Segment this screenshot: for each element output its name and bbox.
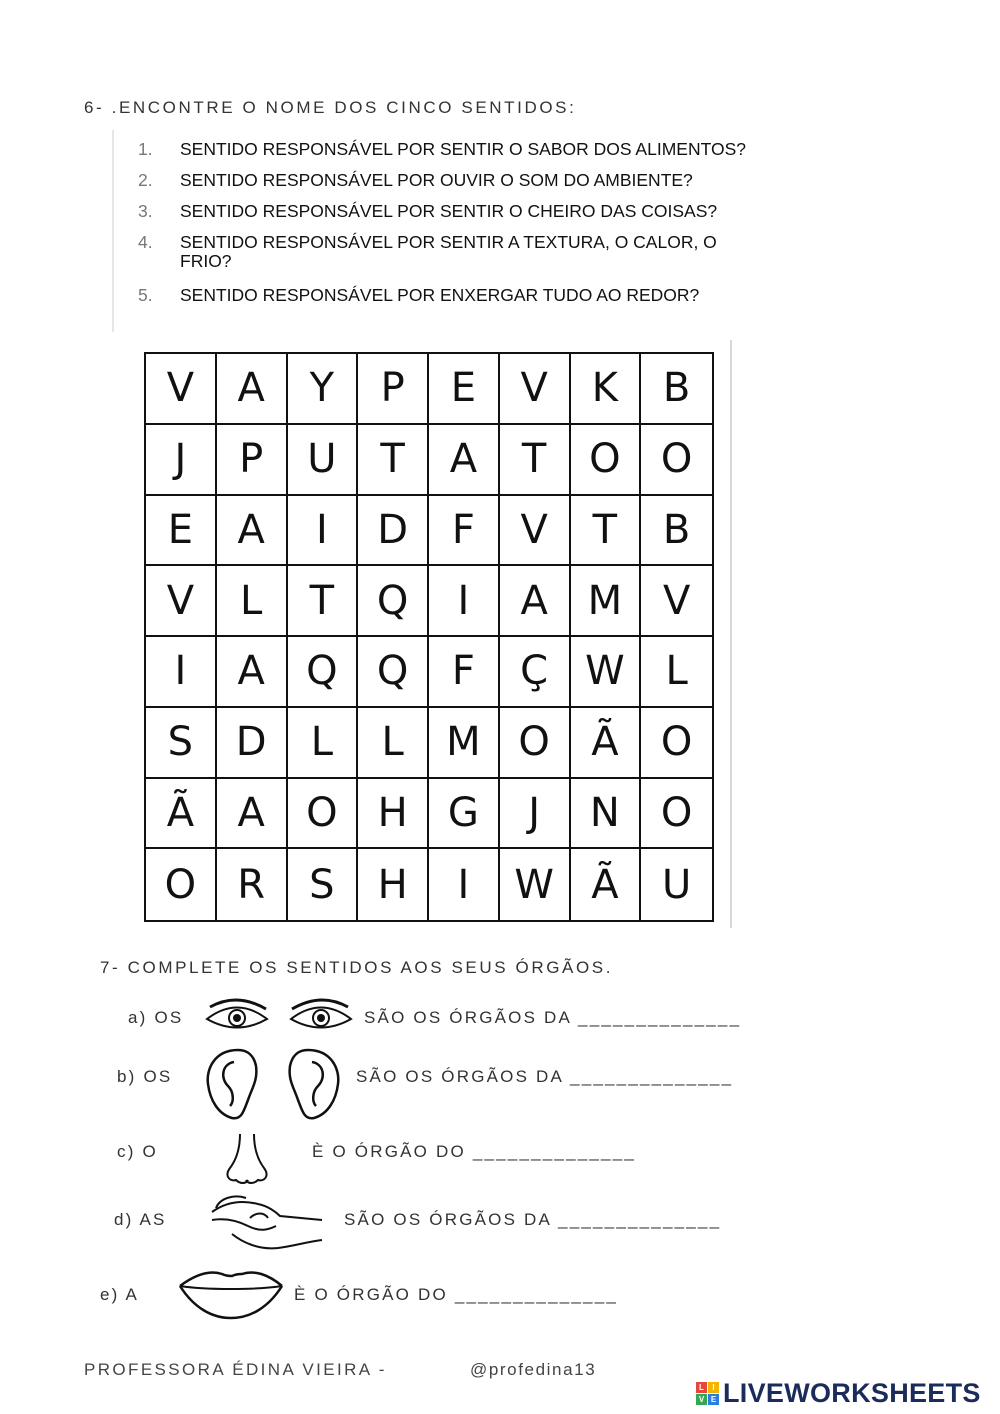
list-item bbox=[138, 233, 788, 271]
list-divider bbox=[112, 130, 114, 332]
grid-cell: Q bbox=[358, 637, 429, 708]
ears-icon bbox=[204, 1044, 344, 1124]
grid-cell: A bbox=[217, 354, 288, 425]
list-item-text: SENTIDO RESPONSÁVEL POR SENTIR O SABOR DOS ALIMENTOS? bbox=[180, 139, 746, 159]
author-handle: @profedina13 bbox=[470, 1360, 597, 1379]
logo-block: I bbox=[708, 1382, 719, 1393]
logo-block: V bbox=[696, 1394, 707, 1405]
row-d-label: d) AS bbox=[114, 1210, 167, 1229]
grid-cell: O bbox=[288, 779, 359, 850]
grid-cell: V bbox=[500, 496, 571, 567]
row-c-label: c) O bbox=[117, 1142, 158, 1161]
grid-cell: O bbox=[571, 425, 642, 496]
grid-cell: P bbox=[217, 425, 288, 496]
grid-cell: T bbox=[358, 425, 429, 496]
list-item-number: 3. bbox=[138, 201, 153, 221]
word-search-grid bbox=[144, 352, 714, 922]
list-item-number: 4. bbox=[138, 232, 153, 252]
grid-cell: Q bbox=[358, 566, 429, 637]
row-b-label: b) OS bbox=[117, 1067, 173, 1086]
list-item-number: 1. bbox=[138, 139, 153, 159]
grid-cell: V bbox=[500, 354, 571, 425]
grid-cell: A bbox=[429, 425, 500, 496]
grid-cell: A bbox=[217, 496, 288, 567]
grid-cell: D bbox=[217, 708, 288, 779]
grid-cell: M bbox=[571, 566, 642, 637]
question-6-title: 6- .ENCONTRE O NOME DOS CINCO SENTIDOS: bbox=[84, 98, 577, 117]
grid-shadow-edge bbox=[730, 340, 732, 928]
grid-cell: V bbox=[641, 566, 712, 637]
grid-cell: M bbox=[429, 708, 500, 779]
nose-icon bbox=[222, 1132, 272, 1188]
grid-cell: W bbox=[500, 849, 571, 920]
row-b-text: SÃO OS ÓRGÃOS DA ______________ bbox=[356, 1067, 734, 1086]
grid-cell: T bbox=[571, 496, 642, 567]
grid-cell: V bbox=[146, 354, 217, 425]
row-a-label: a) OS bbox=[128, 1008, 184, 1027]
author-credit: PROFESSORA ÉDINA VIEIRA - bbox=[84, 1360, 387, 1379]
row-e-text: È O ÓRGÃO DO ______________ bbox=[294, 1285, 619, 1304]
row-a-text: SÃO OS ÓRGÃOS DA ______________ bbox=[364, 1008, 742, 1027]
list-item-number: 5. bbox=[138, 285, 153, 305]
question-7-title: 7- COMPLETE OS SENTIDOS AOS SEUS ÓRGÃOS. bbox=[100, 958, 614, 977]
grid-cell: O bbox=[641, 425, 712, 496]
grid-cell: R bbox=[217, 849, 288, 920]
grid-cell: I bbox=[288, 496, 359, 567]
grid-cell: S bbox=[146, 708, 217, 779]
grid-cell: H bbox=[358, 779, 429, 850]
grid-cell: E bbox=[146, 496, 217, 567]
grid-cell: U bbox=[661, 861, 692, 908]
logo-blocks-icon bbox=[696, 1382, 719, 1405]
grid-cell: I bbox=[429, 849, 500, 920]
grid-cell: T bbox=[500, 425, 571, 496]
grid-cell: O bbox=[641, 779, 712, 850]
grid-cell: A bbox=[217, 779, 288, 850]
row-e-label: e) A bbox=[100, 1285, 140, 1304]
grid-cell: F bbox=[429, 637, 500, 708]
grid-cell: J bbox=[146, 425, 217, 496]
grid-cell: K bbox=[571, 354, 642, 425]
mouth-icon bbox=[176, 1264, 286, 1324]
grid-cell: P bbox=[358, 354, 429, 425]
grid-cell: Y bbox=[288, 354, 359, 425]
grid-cell: B bbox=[641, 354, 712, 425]
grid-cell: Ç bbox=[500, 637, 571, 708]
grid-cell: B bbox=[641, 496, 712, 567]
grid-cell: S bbox=[288, 849, 359, 920]
list-item-number: 2. bbox=[138, 170, 153, 190]
grid-cell: I bbox=[146, 637, 217, 708]
grid-cell: L bbox=[288, 708, 359, 779]
grid-cell: A bbox=[500, 566, 571, 637]
list-item bbox=[138, 202, 788, 221]
grid-cell: I bbox=[429, 566, 500, 637]
grid-cell: L bbox=[358, 708, 429, 779]
grid-cell: L bbox=[641, 637, 712, 708]
grid-cell: W bbox=[571, 637, 642, 708]
question-6-list bbox=[138, 140, 788, 305]
hands-icon bbox=[206, 1190, 326, 1256]
list-item-text: SENTIDO RESPONSÁVEL POR ENXERGAR TUDO AO REDOR? bbox=[180, 285, 700, 305]
grid-cell: V bbox=[146, 566, 217, 637]
grid-cell: Ã bbox=[146, 779, 217, 850]
grid-cell: F bbox=[429, 496, 500, 567]
grid-cell: J bbox=[500, 779, 571, 850]
logo-block: L bbox=[696, 1382, 707, 1393]
grid-cell: O bbox=[641, 708, 712, 779]
grid-cell: O bbox=[146, 849, 217, 920]
liveworksheets-logo bbox=[696, 1378, 981, 1409]
row-c-text: È O ÓRGÃO DO ______________ bbox=[312, 1142, 637, 1161]
grid-cell: D bbox=[358, 496, 429, 567]
grid-cell: U bbox=[288, 425, 359, 496]
eyes-icon bbox=[204, 998, 354, 1038]
grid-cell: H bbox=[358, 849, 429, 920]
list-item-text: SENTIDO RESPONSÁVEL POR SENTIR O CHEIRO DAS COISAS? bbox=[180, 201, 718, 221]
grid-cell: T bbox=[288, 566, 359, 637]
grid-cell: L bbox=[217, 566, 288, 637]
grid-cell: Q bbox=[288, 637, 359, 708]
grid-cell: O bbox=[500, 708, 571, 779]
list-item-text: SENTIDO RESPONSÁVEL POR OUVIR O SOM DO AMBIENTE? bbox=[180, 170, 693, 190]
list-item bbox=[138, 171, 788, 190]
grid-cell: Ã bbox=[571, 708, 642, 779]
grid-cell: G bbox=[429, 779, 500, 850]
grid-cell: Ã bbox=[571, 849, 642, 920]
logo-block: E bbox=[708, 1394, 719, 1405]
list-item-text: SENTIDO RESPONSÁVEL POR SENTIR A TEXTURA, O CALOR, O FRIO? bbox=[180, 232, 717, 271]
logo-text: LIVEWORKSHEETS bbox=[723, 1378, 981, 1408]
list-item bbox=[138, 286, 788, 305]
grid-cell: N bbox=[571, 779, 642, 850]
list-item bbox=[138, 140, 788, 159]
grid-cell: A bbox=[217, 637, 288, 708]
grid-cell: E bbox=[429, 354, 500, 425]
row-d-text: SÃO OS ÓRGÃOS DA ______________ bbox=[344, 1210, 722, 1229]
